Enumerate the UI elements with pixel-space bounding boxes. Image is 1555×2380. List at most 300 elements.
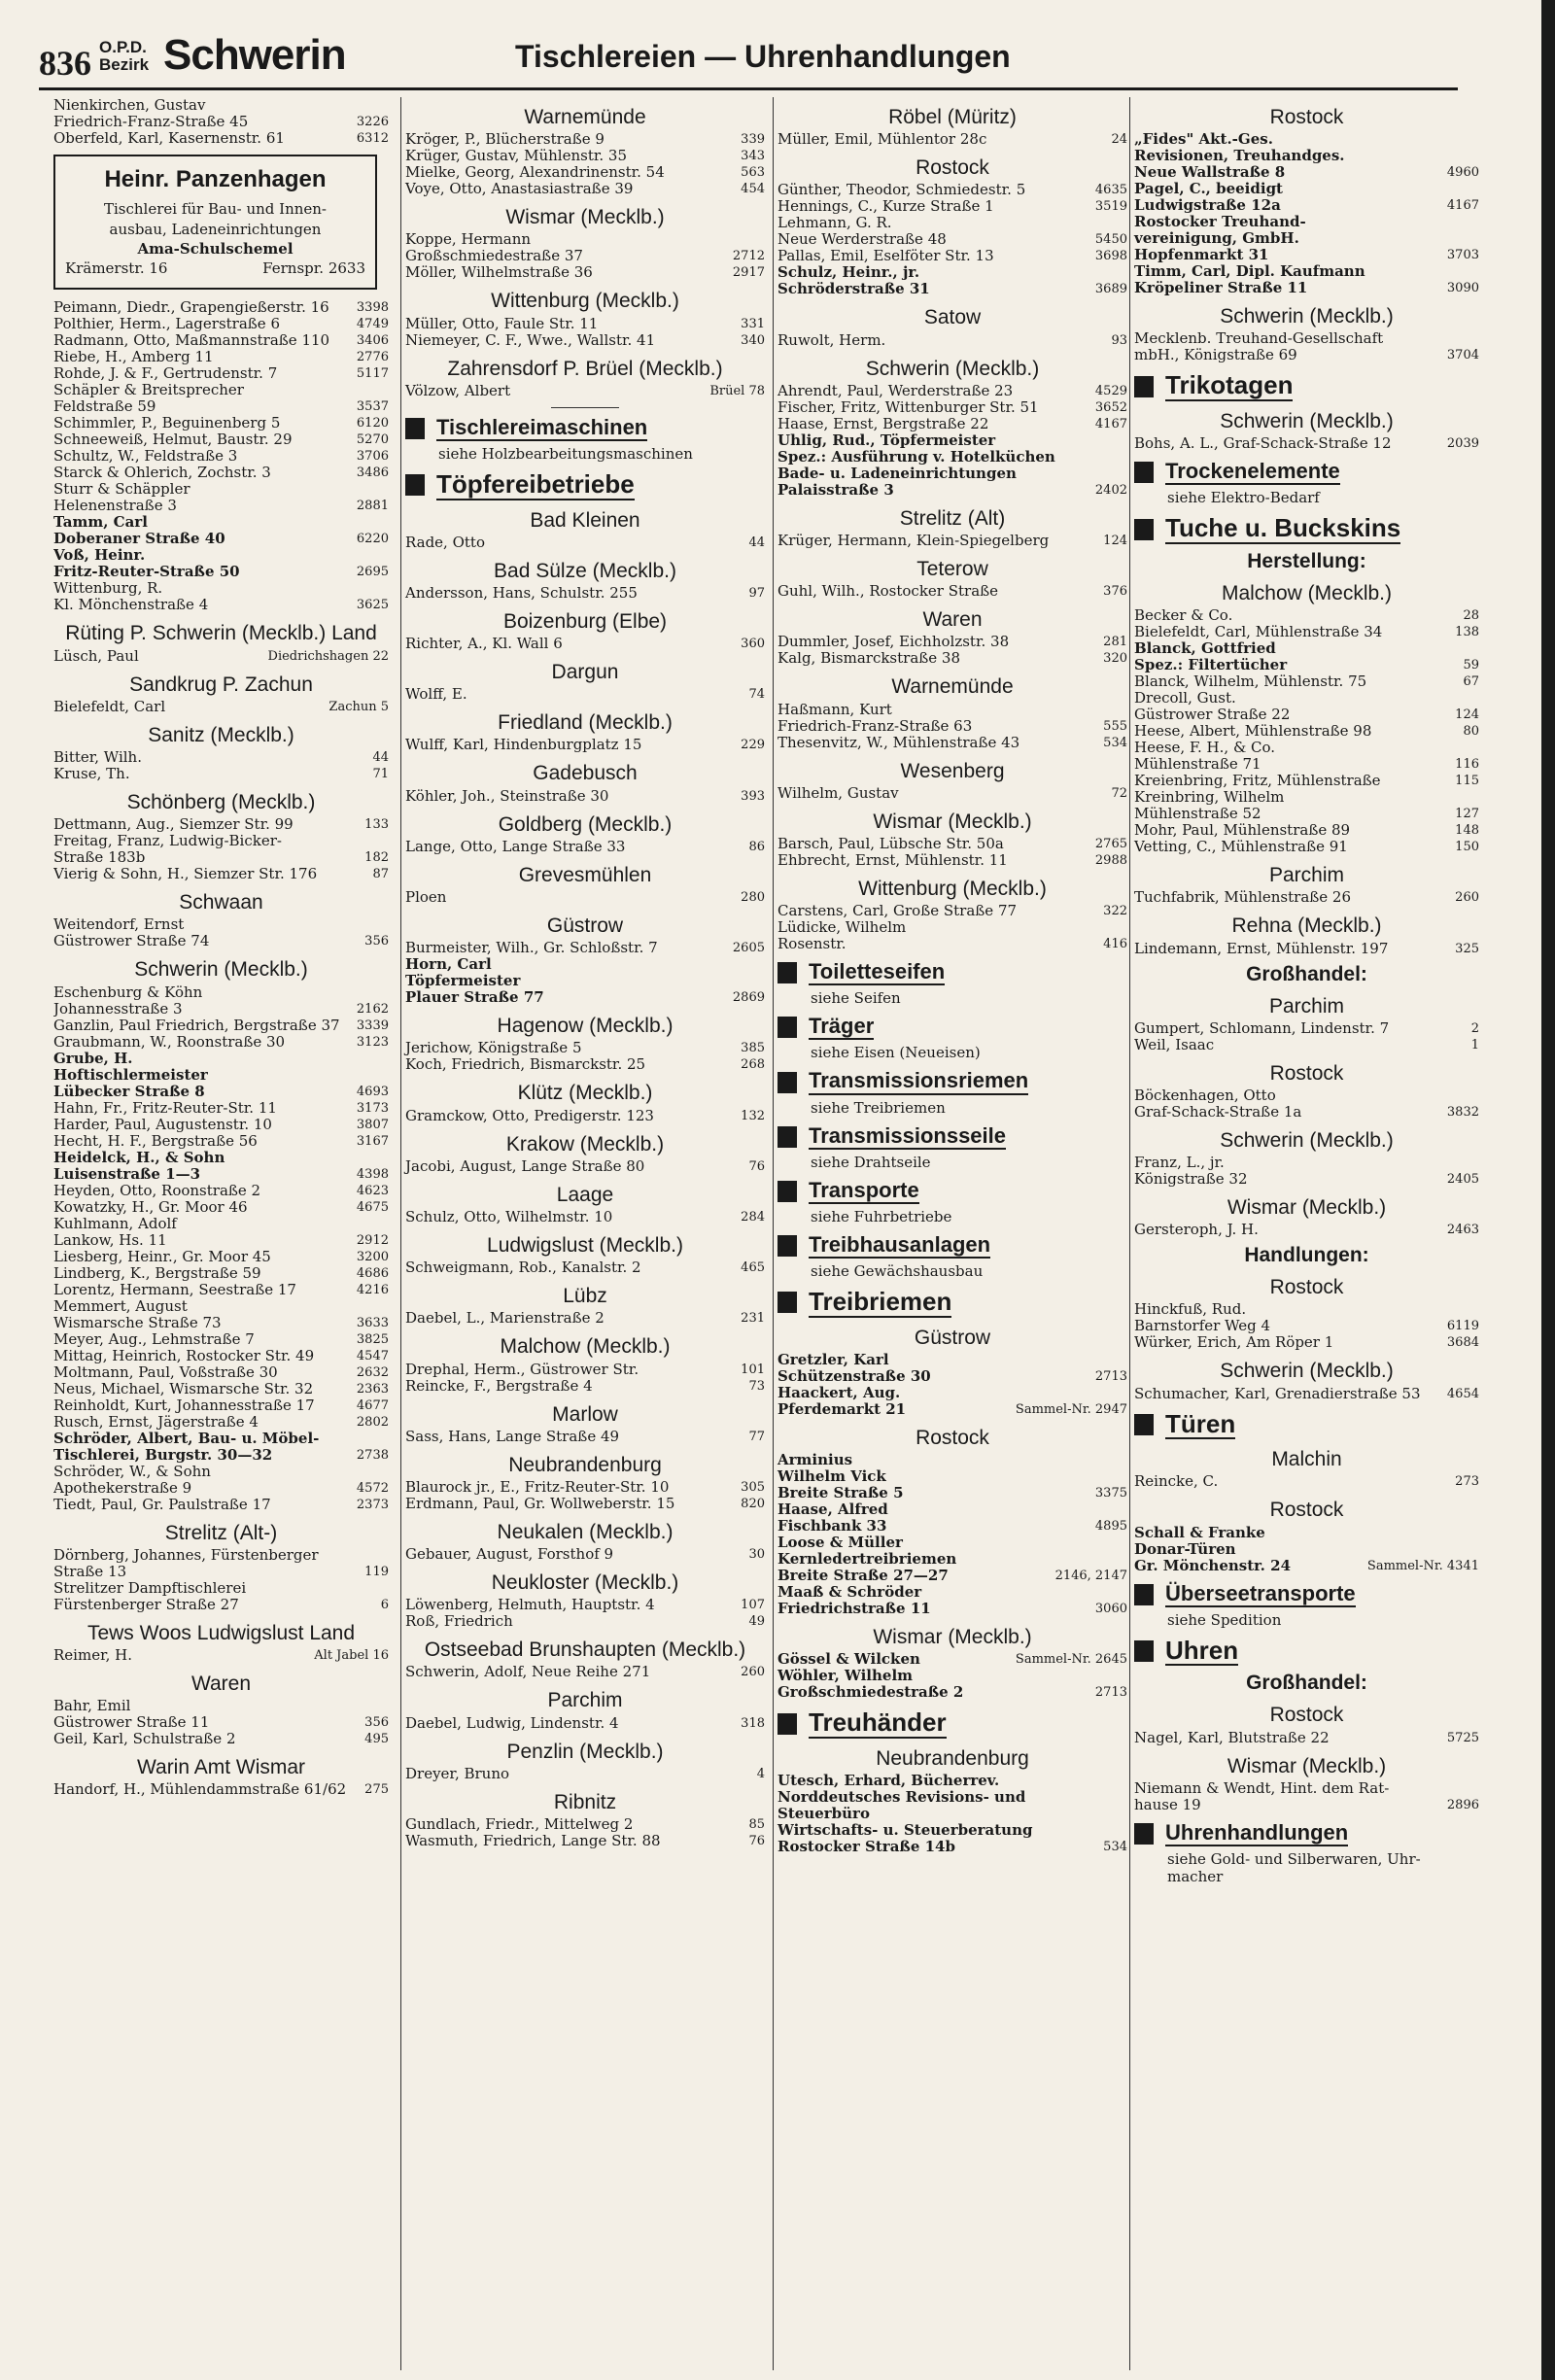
listing-entry xyxy=(53,1397,389,1414)
entry-name: Barsch, Paul, Lübsche Str. 50a xyxy=(778,834,1004,852)
entry-phone: 305 xyxy=(741,1479,765,1495)
listing-entry xyxy=(405,636,765,652)
place-heading: Wismar (Mecklb.) xyxy=(505,206,665,229)
entry-phone: 2402 xyxy=(1094,482,1127,498)
entry-phone: 3537 xyxy=(356,399,389,415)
entry-phone: 2713 xyxy=(1094,1368,1127,1384)
listing-entry xyxy=(778,399,1127,416)
entry-name: Gumpert, Schlomann, Lindenstr. 7 xyxy=(1134,1018,1390,1037)
entry-name: Ahrendt, Paul, Werderstraße 23 xyxy=(778,381,1014,399)
place-heading: Neukloster (Mecklb.) xyxy=(491,1571,679,1595)
place-heading: Warnemünde xyxy=(524,106,646,128)
entry-phone: 2039 xyxy=(1446,436,1479,452)
category-heading xyxy=(405,416,765,441)
place-heading: Malchow (Mecklb.) xyxy=(1221,581,1393,604)
entry-phone: 3398 xyxy=(356,300,389,316)
listing-entry xyxy=(778,198,1127,215)
listing-entry xyxy=(53,1414,389,1431)
listing-entry xyxy=(1134,607,1479,624)
entry-name: Geil, Karl, Schulstraße 2 xyxy=(53,1730,236,1748)
entry-phone: 281 xyxy=(1103,635,1127,650)
entry-name: Koch, Friedrich, Bismarckstr. 25 xyxy=(405,1055,646,1074)
entry-name: Haase, Ernst, Bergstraße 22 xyxy=(778,414,989,432)
category-title: Tuche u. Buckskins xyxy=(1165,513,1401,543)
entry-name: Reincke, F., Bergstraße 4 xyxy=(405,1376,593,1395)
entry-name: Eschenburg & Köhn Johannesstraße 3 xyxy=(53,983,203,1018)
entry-name: Neus, Michael, Wismarsche Str. 32 xyxy=(53,1379,314,1397)
entry-name: Schröder, W., & Sohn Apothekerstraße 9 xyxy=(53,1462,211,1497)
entry-name: Voye, Otto, Anastasiastraße 39 xyxy=(405,180,634,198)
entry-name: Schäpler & Breitsprecher Feldstraße 59 xyxy=(53,381,244,416)
listing-entry xyxy=(1134,789,1479,822)
entry-name: Schimmler, P., Beguinenberg 5 xyxy=(53,414,281,432)
listing-entry xyxy=(405,1362,765,1378)
entry-phone: 360 xyxy=(741,637,765,652)
listing-entry xyxy=(1134,1037,1479,1053)
entry-name: Niemann & Wendt, Hint. dem Rat- hause 19 xyxy=(1134,1778,1390,1813)
entry-phone: 331 xyxy=(741,316,765,331)
listing-entry xyxy=(778,650,1127,667)
listing-entry xyxy=(405,1496,765,1512)
listing-entry xyxy=(1134,690,1479,723)
place-heading: Teterow xyxy=(916,557,988,580)
place-heading: Schwerin (Mecklb.) xyxy=(865,357,1040,380)
category-title: Türen xyxy=(1165,1408,1236,1438)
category-heading xyxy=(778,1708,1127,1739)
listing-entry xyxy=(1134,1473,1479,1490)
entry-name: Dreyer, Bruno xyxy=(405,1764,510,1782)
place-heading: Schwerin (Mecklb.) xyxy=(1220,305,1394,328)
entry-phone: 4686 xyxy=(356,1265,389,1281)
entry-phone: 4398 xyxy=(356,1166,389,1182)
listing-entry xyxy=(53,1698,389,1731)
entry-phone: 3060 xyxy=(1094,1602,1127,1617)
listing-entry xyxy=(53,1348,389,1364)
listing-entry xyxy=(1134,181,1479,214)
listing-entry xyxy=(778,215,1127,248)
listing-entry xyxy=(405,148,765,164)
listing-entry xyxy=(405,1664,765,1680)
entry-name: Starck & Ohlerich, Zochstr. 3 xyxy=(53,464,271,482)
listing-entry xyxy=(778,903,1127,919)
listing-entry xyxy=(778,1385,1127,1418)
entry-name: Jacobi, August, Lange Straße 80 xyxy=(405,1156,645,1175)
listing-entry xyxy=(53,431,389,448)
listing-entry xyxy=(1134,263,1479,296)
category-heading xyxy=(1134,1637,1479,1667)
category-title: Trockenelemente xyxy=(1165,460,1340,485)
category-bullet-icon xyxy=(1134,1640,1154,1662)
column-3 xyxy=(773,97,1127,2370)
place-heading: Dargun xyxy=(551,661,619,684)
category-bullet-icon xyxy=(1134,519,1154,540)
entry-phone: 116 xyxy=(1455,757,1479,773)
place-heading: Satow xyxy=(923,306,982,329)
entry-phone: 2695 xyxy=(356,565,389,580)
entry-phone: 71 xyxy=(372,766,389,781)
entry-phone: 534 xyxy=(1103,1840,1127,1855)
entry-name: Harder, Paul, Augustenstr. 10 xyxy=(53,1115,272,1133)
entry-name: „Fides" Akt.-Ges. Revisionen, Treuhandges. Neue Wallstraße 8 xyxy=(1134,130,1345,182)
listing-entry xyxy=(53,481,389,514)
entry-name: Riebe, H., Amberg 11 xyxy=(53,348,214,366)
category-title: Treibriemen xyxy=(809,1287,952,1317)
listing-entry xyxy=(53,415,389,431)
entry-phone: 3703 xyxy=(1446,248,1479,263)
subsection-heading: Herstellung: xyxy=(1247,549,1366,572)
category-title: Uhren xyxy=(1165,1635,1239,1665)
listing-entry xyxy=(53,1298,389,1331)
listing-entry xyxy=(405,131,765,148)
listing-entry xyxy=(405,231,765,264)
entry-phone: 2738 xyxy=(356,1447,389,1463)
entry-name: Lüsch, Paul xyxy=(53,646,139,665)
listing-entry xyxy=(53,866,389,882)
entry-name: Schwerin, Adolf, Neue Reihe 271 xyxy=(405,1663,651,1681)
place-heading: Lübz xyxy=(563,1285,607,1308)
listing-entry xyxy=(1134,624,1479,640)
place-heading: Warin Amt Wismar xyxy=(136,1756,306,1779)
listing-entry xyxy=(1134,1222,1479,1238)
category-heading xyxy=(778,1124,1127,1150)
entry-phone: Brüel 78 xyxy=(709,383,765,398)
listing-entry xyxy=(405,164,765,181)
listing-entry xyxy=(53,448,389,465)
entry-phone: 87 xyxy=(372,867,389,882)
entry-phone: 6220 xyxy=(356,532,389,547)
entry-name: Memmert, August Wismarsche Straße 73 xyxy=(53,1296,222,1331)
page-edge xyxy=(1541,0,1555,2380)
entry-name: Weitendorf, Ernst Güstrower Straße 74 xyxy=(53,915,210,950)
entry-name: Haßmann, Kurt Friedrich-Franz-Straße 63 xyxy=(778,700,973,735)
entry-name: Schulz, Heinr., jr. Schröderstraße 31 xyxy=(778,263,930,298)
listing-entry xyxy=(405,1766,765,1782)
entry-phone: 127 xyxy=(1455,807,1479,822)
opd-line-2: Bezirk xyxy=(99,55,150,74)
listing-entry xyxy=(405,1816,765,1833)
entry-phone: 3123 xyxy=(356,1034,389,1050)
entry-name: Vierig & Sohn, H., Siemzer Str. 176 xyxy=(53,865,318,883)
listing-entry xyxy=(778,131,1127,148)
entry-phone: Diedrichshagen 22 xyxy=(267,648,389,664)
entry-name: Drephal, Herm., Güstrower Str. xyxy=(405,1360,639,1378)
entry-phone: 3684 xyxy=(1446,1335,1479,1351)
listing-entry xyxy=(405,1056,765,1073)
category-title: Überseetransporte xyxy=(1165,1582,1356,1607)
entry-phone: 356 xyxy=(364,934,389,949)
place-heading: Ribnitz xyxy=(553,1790,617,1813)
place-heading: Wittenburg (Mecklb.) xyxy=(491,290,679,313)
category-heading xyxy=(1134,1582,1479,1607)
entry-phone: 2405 xyxy=(1446,1172,1479,1188)
place-heading: Waren xyxy=(922,608,983,632)
entry-phone: 4675 xyxy=(356,1199,389,1215)
place-heading: Strelitz (Alt-) xyxy=(164,1521,278,1544)
listing-entry xyxy=(53,316,389,332)
listing-entry xyxy=(1134,941,1479,957)
entry-phone: 275 xyxy=(364,1782,389,1798)
listing-entry xyxy=(1134,435,1479,452)
listing-entry xyxy=(778,1773,1127,1855)
category-cross-reference: siehe Elektro-Bedarf xyxy=(1167,489,1320,507)
entry-phone: 150 xyxy=(1455,840,1479,855)
category-cross-reference: siehe Fuhrbetriebe xyxy=(811,1208,952,1225)
listing-entry xyxy=(405,1378,765,1395)
entry-phone: 3704 xyxy=(1446,348,1479,363)
category-cross-reference: siehe Eisen (Neueisen) xyxy=(811,1044,981,1062)
listing-entry xyxy=(53,332,389,349)
entry-name: Oberfeld, Karl, Kasernenstr. 61 xyxy=(53,129,285,147)
ad-product: Ama-Schulschemel xyxy=(137,239,294,258)
listing-entry xyxy=(778,583,1127,600)
listing-entry xyxy=(778,852,1127,869)
entry-name: Nienkirchen, Gustav Friedrich-Franz-Straße 45 xyxy=(53,97,249,130)
listing-entry xyxy=(405,839,765,855)
listing-entry xyxy=(53,547,389,580)
entry-name: Utesch, Erhard, Bücherrev. Norddeutsches Revisions- und Steuerbüro Wirtschafts- u. Steuerberatung Rostocker Straße 14b xyxy=(778,1772,1033,1856)
entry-name: Wasmuth, Friedrich, Lange Str. 88 xyxy=(405,1832,661,1850)
place-heading: Sanitz (Mecklb.) xyxy=(148,723,294,746)
entry-phone: 4623 xyxy=(356,1183,389,1198)
subsection-heading: Großhandel: xyxy=(1246,962,1367,985)
entry-name: Meyer, Aug., Lehmstraße 7 xyxy=(53,1329,255,1348)
entry-phone: 260 xyxy=(1455,890,1479,906)
category-bullet-icon xyxy=(778,1017,797,1038)
category-bullet-icon xyxy=(405,474,425,496)
entry-name: Radmann, Otto, Maßmannstraße 110 xyxy=(53,331,330,350)
place-heading: Wismar (Mecklb.) xyxy=(873,1626,1032,1649)
category-bullet-icon xyxy=(778,1126,797,1148)
listing-entry xyxy=(53,1265,389,1282)
listing-entry xyxy=(1134,1730,1479,1746)
entry-name: Rohde, J. & F., Gertrudenstr. 7 xyxy=(53,364,278,383)
category-heading xyxy=(778,1069,1127,1094)
place-heading: Schwerin (Mecklb.) xyxy=(1220,1360,1394,1383)
place-heading: Penzlin (Mecklb.) xyxy=(506,1740,664,1763)
listing-entry xyxy=(405,1546,765,1563)
entry-name: Hinckfuß, Rud. Barnstorfer Weg 4 xyxy=(1134,1300,1271,1335)
place-heading: Rostock xyxy=(1269,106,1344,128)
listing-entry xyxy=(1134,1155,1479,1188)
listing-entry xyxy=(405,1613,765,1630)
category-heading xyxy=(778,960,1127,985)
entry-name: Hahn, Fr., Fritz-Reuter-Str. 11 xyxy=(53,1098,277,1117)
entry-name: Jerichow, Königstraße 5 xyxy=(405,1039,582,1057)
listing-entry xyxy=(53,1100,389,1117)
listing-entry xyxy=(53,299,389,316)
entry-phone: 325 xyxy=(1455,941,1479,956)
entry-phone: 2162 xyxy=(356,1001,389,1017)
place-heading: Goldberg (Mecklb.) xyxy=(498,812,673,836)
entry-name: Bahr, Emil Güstrower Straße 11 xyxy=(53,1697,210,1732)
place-heading: Zahrensdorf P. Brüel (Mecklb.) xyxy=(447,357,723,380)
category-title: Transmissionsseile xyxy=(809,1124,1006,1150)
place-heading: Parchim xyxy=(1268,994,1345,1018)
listing-entry xyxy=(778,533,1127,549)
entry-name: Dörnberg, Johannes, Fürstenberger Straße 13 xyxy=(53,1545,319,1580)
entry-phone: 124 xyxy=(1455,707,1479,723)
category-title: Töpfereibetriebe xyxy=(436,468,635,499)
section-title: Tischlereien — Uhrenhandlungen xyxy=(515,39,1011,74)
place-heading: Güstrow xyxy=(546,914,624,938)
entry-name: Andersson, Hans, Schulstr. 255 xyxy=(405,583,638,602)
entry-phone: 124 xyxy=(1103,533,1127,548)
entry-phone: 2713 xyxy=(1094,1685,1127,1701)
entry-phone: 72 xyxy=(1111,785,1127,801)
entry-phone: 229 xyxy=(741,738,765,753)
entry-phone: 260 xyxy=(741,1665,765,1680)
listing-entry xyxy=(405,332,765,349)
listing-entry xyxy=(53,1034,389,1051)
entry-phone: 67 xyxy=(1463,674,1479,690)
listing-entry xyxy=(1134,1525,1479,1574)
entry-name: Grube, H. Hoftischlermeister Lübecker Straße 8 xyxy=(53,1049,208,1100)
entry-name: Ganzlin, Paul Friedrich, Bergstraße 37 xyxy=(53,1016,340,1034)
entry-name: Lüdicke, Wilhelm Rosenstr. xyxy=(778,918,907,953)
entry-phone: 44 xyxy=(748,535,765,550)
entry-name: Reinholdt, Kurt, Johannesstraße 17 xyxy=(53,1396,315,1414)
entry-name: Loose & Müller Kernledertreibriemen Breite Straße 27—27 xyxy=(778,1534,957,1585)
entry-name: Arminius Wilhelm Vick Breite Straße 5 xyxy=(778,1451,904,1502)
entry-name: Pallas, Emil, Eselföter Str. 13 xyxy=(778,247,994,265)
entry-phone: 3807 xyxy=(356,1117,389,1132)
entry-name: Heyden, Otto, Roonstraße 2 xyxy=(53,1181,261,1199)
column-1 xyxy=(53,97,389,2370)
entry-phone: 2917 xyxy=(732,265,765,281)
entry-name: Schweigmann, Rob., Kanalstr. 2 xyxy=(405,1259,641,1277)
entry-phone: 4216 xyxy=(356,1282,389,1297)
entry-name: Müller, Otto, Faule Str. 11 xyxy=(405,314,599,332)
entry-phone: Zachun 5 xyxy=(328,699,389,714)
entry-phone: 3832 xyxy=(1446,1104,1479,1120)
entry-name: Bohs, A. L., Graf-Schack-Straße 12 xyxy=(1134,434,1392,453)
entry-name: Blanck, Gottfried Spez.: Filtertücher xyxy=(1134,639,1288,674)
entry-phone: 2776 xyxy=(356,350,389,365)
entry-phone: 3090 xyxy=(1446,281,1479,296)
entry-name: Uhlig, Rud., Töpfermeister Spez.: Ausführung v. Hotelküchen Bade- u. Ladeneinrichtungen Palaisstraße 3 xyxy=(778,431,1055,499)
entry-name: Schultz, W., Feldstraße 3 xyxy=(53,447,238,466)
place-heading: Warnemünde xyxy=(891,675,1014,699)
entry-phone: 2802 xyxy=(356,1414,389,1430)
entry-phone: 30 xyxy=(748,1547,765,1563)
listing-entry xyxy=(53,749,389,766)
listing-entry xyxy=(1134,1386,1479,1402)
entry-phone: 4960 xyxy=(1446,165,1479,181)
page-number: 836 xyxy=(39,44,91,83)
entry-name: Moltmann, Paul, Voßstraße 30 xyxy=(53,1362,278,1381)
entry-phone: 138 xyxy=(1455,625,1479,640)
place-heading: Parchim xyxy=(547,1689,623,1712)
category-heading xyxy=(778,1015,1127,1040)
listing-entry xyxy=(405,1108,765,1124)
entry-name: Carstens, Carl, Große Straße 77 xyxy=(778,902,1018,920)
listing-entry xyxy=(405,181,765,197)
listing-entry xyxy=(53,365,389,382)
subsection-heading: Großhandel: xyxy=(1246,1672,1367,1695)
listing-entry xyxy=(53,1018,389,1034)
entry-name: Gretzler, Karl Schützenstraße 30 xyxy=(778,1350,931,1385)
entry-phone: Sammel-Nr. 2645 xyxy=(1015,1652,1127,1668)
category-title: Transmissionsriemen xyxy=(809,1069,1028,1094)
listing-entry xyxy=(53,1381,389,1397)
entry-phone: 44 xyxy=(372,749,389,765)
entry-phone: 132 xyxy=(741,1108,765,1123)
entry-name: Guhl, Wilh., Rostocker Straße xyxy=(778,582,999,601)
listing-entry xyxy=(53,648,389,665)
entry-name: Daebel, L., Marienstraße 2 xyxy=(405,1309,605,1328)
entry-phone: 3226 xyxy=(356,115,389,129)
entry-phone: 6119 xyxy=(1446,1319,1479,1334)
entry-phone: 148 xyxy=(1455,823,1479,839)
listing-entry xyxy=(1134,131,1479,181)
entry-phone: 284 xyxy=(741,1209,765,1224)
listing-entry xyxy=(778,785,1127,802)
entry-phone: 3339 xyxy=(356,1018,389,1033)
listing-entry xyxy=(405,383,765,399)
category-title: Tischlereimaschinen xyxy=(436,416,647,441)
entry-phone: 4654 xyxy=(1446,1386,1479,1401)
place-heading: Bad Kleinen xyxy=(530,508,640,532)
divider xyxy=(551,407,619,408)
category-heading xyxy=(1134,1410,1479,1440)
entry-phone: 343 xyxy=(741,149,765,164)
entry-name: Haase, Alfred Fischbank 33 xyxy=(778,1500,888,1535)
place-heading: Güstrow xyxy=(914,1326,991,1349)
entry-name: Würker, Erich, Am Röper 1 xyxy=(1134,1333,1334,1352)
category-bullet-icon xyxy=(1134,376,1154,397)
place-heading: Rostock xyxy=(1269,1499,1344,1522)
entry-name: Timm, Carl, Dipl. Kaufmann Kröpeliner Straße 11 xyxy=(1134,262,1365,297)
place-heading: Rehna (Mecklb.) xyxy=(1231,914,1382,938)
entry-phone: 2765 xyxy=(1094,836,1127,851)
entry-phone: 5450 xyxy=(1094,232,1127,248)
entry-phone: 4167 xyxy=(1094,416,1127,431)
category-cross-reference: siehe Spedition xyxy=(1167,1610,1282,1629)
entry-name: Haackert, Aug. Pferdemarkt 21 xyxy=(778,1383,907,1418)
listing-entry xyxy=(405,1158,765,1175)
listing-entry xyxy=(778,264,1127,297)
listing-entry xyxy=(778,432,1127,499)
category-heading xyxy=(405,470,765,500)
entry-name: Heese, Albert, Mühlenstraße 98 xyxy=(1134,722,1372,741)
listing-entry xyxy=(53,349,389,365)
place-heading: Marlow xyxy=(552,1402,618,1426)
entry-phone: Sammel-Nr. 2947 xyxy=(1015,1401,1127,1417)
entry-phone: 3706 xyxy=(356,449,389,465)
entry-name: Lorentz, Hermann, Seestraße 17 xyxy=(53,1280,296,1298)
entry-name: Mohr, Paul, Mühlenstraße 89 xyxy=(1134,821,1351,840)
listing-entry xyxy=(778,1584,1127,1617)
category-bullet-icon xyxy=(778,1713,797,1735)
ad-address: Krämerstr. 16 xyxy=(65,259,168,278)
listing-entry xyxy=(1134,839,1479,855)
category-heading xyxy=(778,1288,1127,1318)
category-bullet-icon xyxy=(778,1292,797,1313)
district-label xyxy=(99,39,149,74)
listing-entry xyxy=(53,984,389,1018)
place-heading: Röbel (Müritz) xyxy=(888,106,1017,128)
listing-entry xyxy=(778,383,1127,399)
listing-entry xyxy=(53,1150,389,1183)
entry-name: Drecoll, Gust. Güstrower Straße 22 xyxy=(1134,689,1291,724)
entry-name: Heese, F. H., & Co. Mühlenstraße 71 xyxy=(1134,739,1276,774)
column-4 xyxy=(1129,97,1479,2370)
listing-entry xyxy=(405,1310,765,1327)
category-title: Treibhausanlagen xyxy=(809,1233,990,1259)
entry-name: Pagel, C., beeidigt Ludwigstraße 12a xyxy=(1134,180,1283,215)
entry-name: Richter, A., Kl. Wall 6 xyxy=(405,635,563,653)
entry-phone: 320 xyxy=(1103,651,1127,667)
